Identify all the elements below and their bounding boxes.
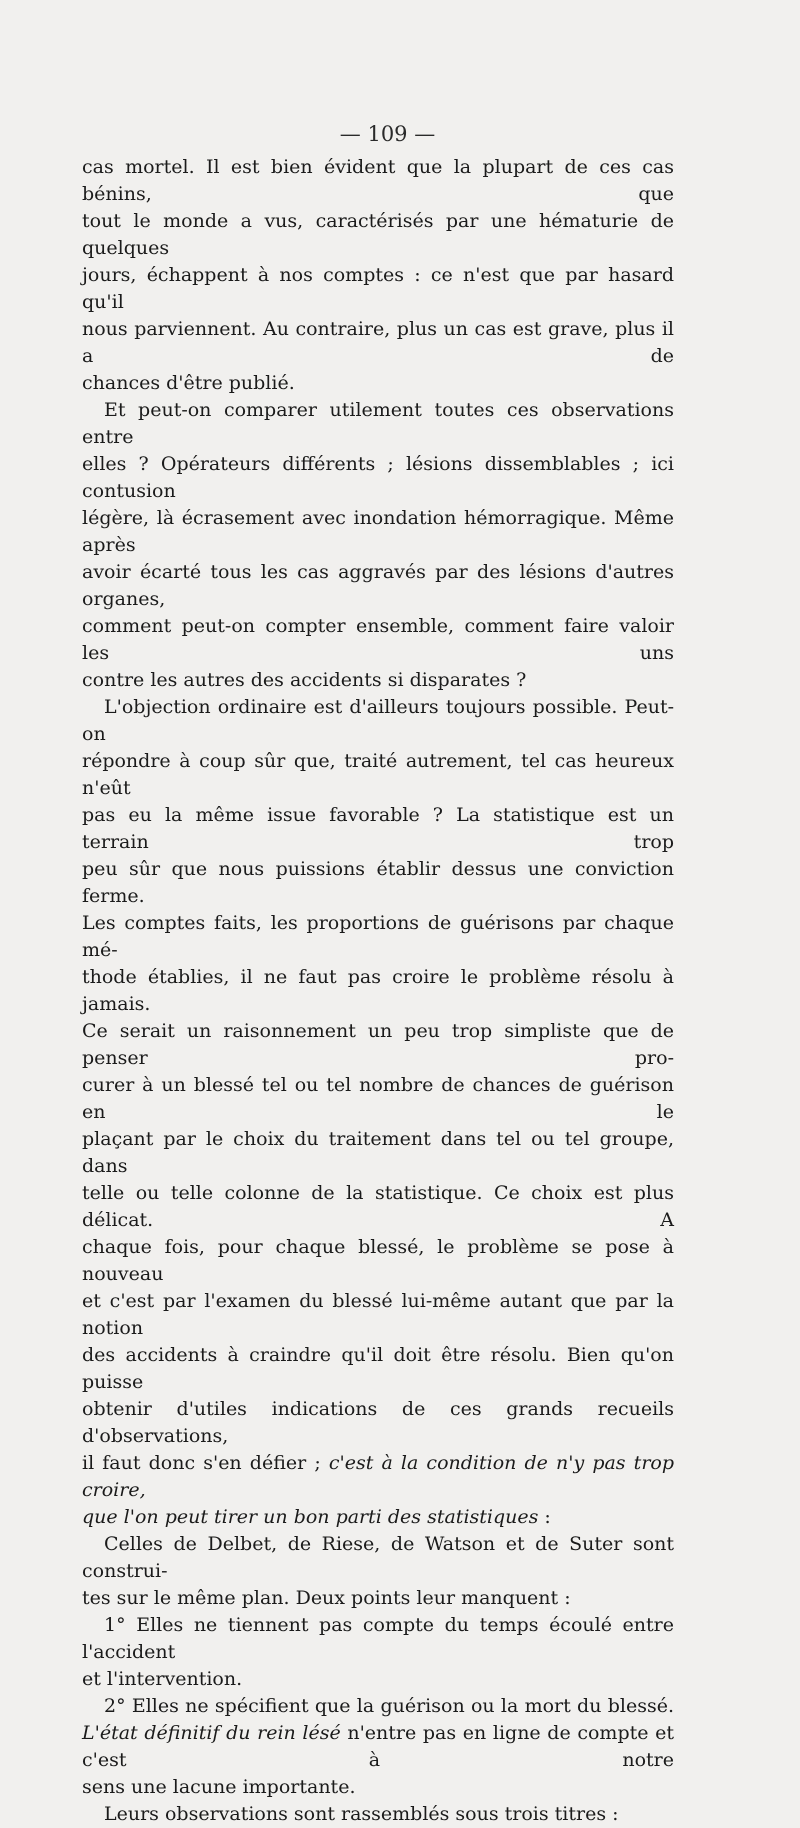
text-line: des accidents à craindre qu'il doit être résolu. Bien qu'on puisse bbox=[82, 1344, 674, 1393]
italic-text: c'est à la condition de n'y pas trop croire, bbox=[82, 1452, 674, 1501]
text-run: n'entre pas en ligne de compte et c'est à notre bbox=[82, 1722, 674, 1771]
text-line: thode établies, il ne faut pas croire le problème résolu à jamais. bbox=[82, 966, 674, 1015]
text-line: chaque fois, pour chaque blessé, le problème se pose à nouveau bbox=[82, 1236, 674, 1285]
text-line bbox=[82, 1504, 674, 1531]
text-line bbox=[82, 1450, 674, 1504]
text-line: L'objection ordinaire est d'ailleurs toujours possible. Peut-on bbox=[82, 696, 674, 745]
text-line: nous parviennent. Au contraire, plus un cas est grave, plus il a de bbox=[82, 318, 674, 367]
text-run: 2° Elles ne spécifient que la guérison ou la mort du blessé. bbox=[104, 1695, 674, 1717]
text-line: jours, échappent à nos comptes : ce n'est que par hasard qu'il bbox=[82, 264, 674, 313]
italic-text: L'état définitif du rein lésé bbox=[82, 1722, 341, 1744]
page-number: — 109 — bbox=[339, 122, 436, 146]
text-line: plaçant par le choix du traitement dans tel ou tel groupe, dans bbox=[82, 1128, 674, 1177]
text-line: Celles de Delbet, de Riese, de Watson et de Suter sont construi- bbox=[82, 1533, 674, 1582]
text-line: pas eu la même issue favorable ? La statistique est un terrain trop bbox=[82, 804, 674, 853]
text-line: Leurs observations sont rassemblés sous trois titres : bbox=[104, 1803, 619, 1825]
text-line: obtenir d'utiles indications de ces grands recueils d'observations, bbox=[82, 1398, 674, 1447]
body-text bbox=[82, 154, 674, 1828]
text-line: Et peut-on comparer utilement toutes ces observations entre bbox=[82, 399, 674, 448]
text-run: : bbox=[538, 1506, 551, 1528]
italic-text: que l'on peut tirer un bon parti des statistiques bbox=[82, 1506, 539, 1528]
text-line: 1° Elles ne tiennent pas compte du temps écoulé entre l'accident bbox=[82, 1614, 674, 1663]
text-line: avoir écarté tous les cas aggravés par des lésions d'autres organes, bbox=[82, 561, 674, 610]
text-line: et l'intervention. bbox=[82, 1668, 243, 1690]
text-line: tout le monde a vus, caractérisés par une hématurie de quelques bbox=[82, 210, 674, 259]
text-line: curer à un blessé tel ou tel nombre de chances de guérison en le bbox=[82, 1074, 674, 1123]
text-line: sens une lacune importante. bbox=[82, 1776, 356, 1798]
text-line: peu sûr que nous puissions établir dessus une conviction ferme. bbox=[82, 858, 674, 907]
text-line: Les comptes faits, les proportions de guérisons par chaque mé- bbox=[82, 912, 674, 961]
text-line: répondre à coup sûr que, traité autrement, tel cas heureux n'eût bbox=[82, 750, 674, 799]
text-line: Ce serait un raisonnement un peu trop simpliste que de penser pro- bbox=[82, 1020, 674, 1069]
text-run: il faut donc s'en défier ; bbox=[82, 1452, 321, 1474]
text-line: contre les autres des accidents si disparates ? bbox=[82, 669, 527, 691]
text-line: comment peut-on compter ensemble, comment faire valoir les uns bbox=[82, 615, 674, 664]
text-line: tes sur le même plan. Deux points leur manquent : bbox=[82, 1587, 571, 1609]
text-line: telle ou telle colonne de la statistique. Ce choix est plus délicat. A bbox=[82, 1182, 674, 1231]
text-line: elles ? Opérateurs différents ; lésions dissemblables ; ici contusion bbox=[82, 453, 674, 502]
text-line: et c'est par l'examen du blessé lui-même autant que par la notion bbox=[82, 1290, 674, 1339]
text-line: cas mortel. Il est bien évident que la plupart de ces cas bénins, que bbox=[82, 156, 674, 205]
text-line bbox=[82, 1693, 674, 1774]
text-line: chances d'être publié. bbox=[82, 372, 295, 394]
text-line: légère, là écrasement avec inondation hémorragique. Même après bbox=[82, 507, 674, 556]
